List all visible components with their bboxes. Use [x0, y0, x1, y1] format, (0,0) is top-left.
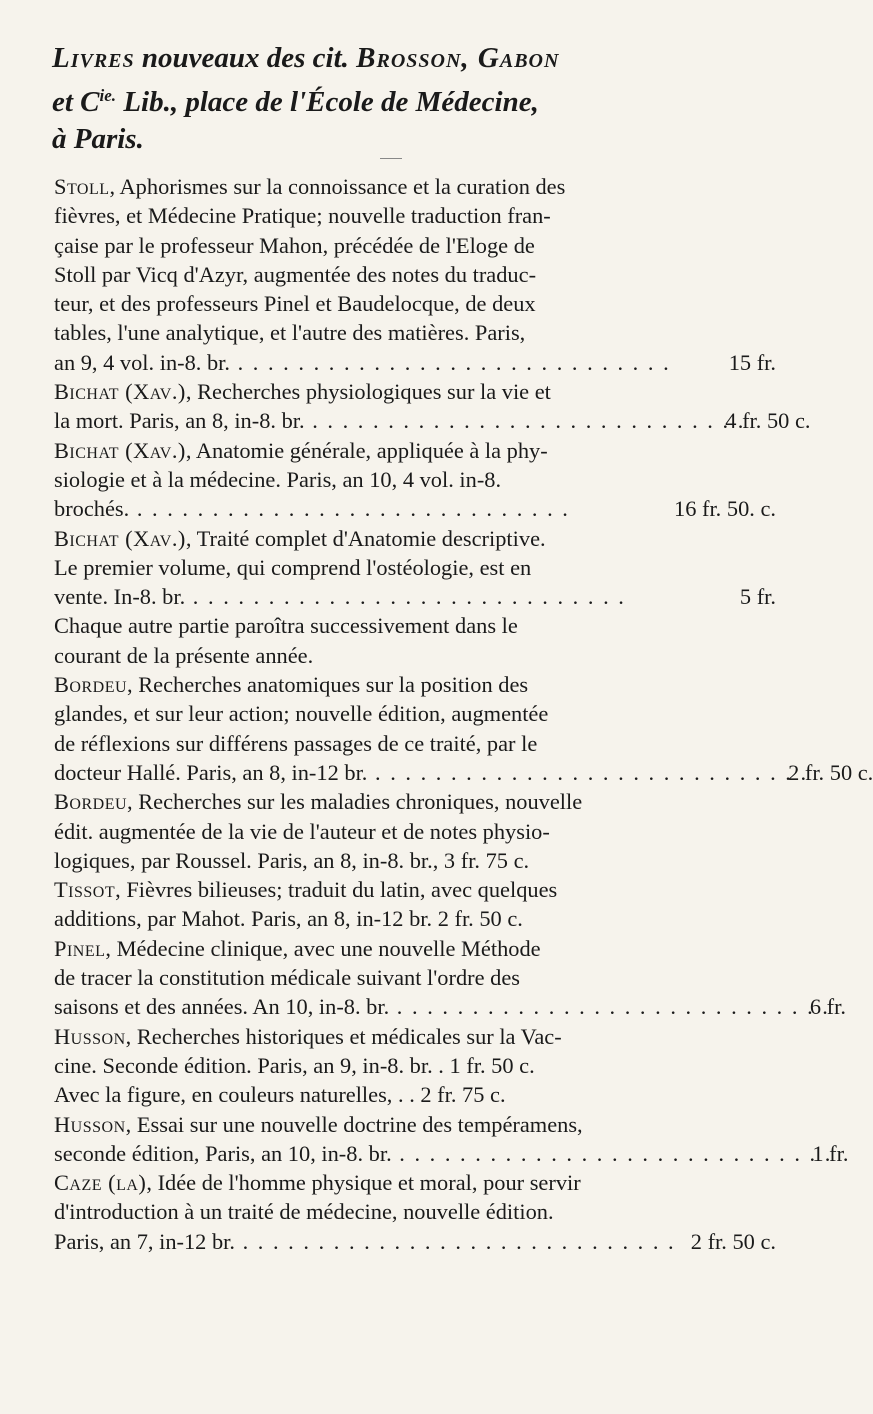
- divider-rule: [380, 158, 402, 159]
- entry-author: Stoll: [54, 174, 110, 199]
- entry-line: [54, 553, 776, 582]
- entry-price: 6 fr.: [809, 994, 846, 1020]
- entry-author: Caze (la): [54, 1170, 147, 1196]
- entry-text: , Recherches anatomiques sur la position des: [127, 672, 529, 698]
- entry-line: [54, 699, 776, 728]
- entry-price: 2 fr. 50 c.: [690, 1228, 776, 1254]
- entry-text: siologie et à la médecine. Paris, an 10, 4 vol. in-8.: [54, 466, 502, 492]
- entry-line: [54, 318, 776, 347]
- entry-author: Bichat (Xav.): [54, 379, 186, 405]
- entry-price-line: [54, 992, 846, 1021]
- entry-text: édit. augmentée de la vie de l'auteur et de notes physio-: [54, 818, 550, 844]
- entry-text: , Recherches physiologiques sur la vie et: [185, 379, 551, 405]
- entry-text: cine. Seconde édition. Paris, an 9, in-8. br. . 1 fr. 50 c.: [54, 1052, 535, 1078]
- entry-text: çaise par le professeur Mahon, précédée de l'Eloge de: [54, 232, 535, 258]
- header-text: nouveaux des cit.: [134, 42, 357, 74]
- entry-text: , Fièvres bilieuses; traduit du latin, avec quelques: [115, 877, 558, 903]
- entry-price: 5 fr.: [739, 584, 776, 610]
- book-entry: [54, 787, 776, 875]
- entry-price: 2 fr. 50 c.: [788, 759, 873, 785]
- entry-price: 4 fr. 50 c.: [725, 408, 811, 434]
- entry-line: [54, 377, 776, 406]
- book-entry: [54, 670, 873, 787]
- entry-price: 15 fr.: [728, 349, 776, 375]
- entry-price-line: [54, 1139, 849, 1168]
- entry-text: , Essai sur une nouvelle doctrine des tempéramens,: [125, 1111, 583, 1137]
- entry-line: [54, 201, 776, 230]
- entry-line: [54, 1197, 776, 1226]
- entry-line: [54, 1051, 776, 1080]
- header-address: Lib., place de l'École de Médecine,: [116, 86, 539, 118]
- entry-text: glandes, et sur leur action; nouvelle édition, augmentée: [54, 701, 549, 727]
- entry-last-text: an 9, 4 vol. in-8. br. . . .: [80, 348, 749, 377]
- entry-last-text: brochés. . . .: [80, 494, 694, 523]
- book-entry: [54, 436, 776, 524]
- entry-author: Bordeu: [54, 789, 128, 815]
- book-entry: [54, 875, 776, 934]
- entry-text: de tracer la constitution médicale suivant l'ordre des: [54, 965, 520, 991]
- entry-last-text: la mort. Paris, an 8, in-8. br. . . .: [80, 406, 745, 435]
- entry-text: , Recherches historiques et médicales sur la Vac-: [125, 1023, 562, 1049]
- entry-author: Bichat (Xav.): [54, 525, 186, 551]
- book-entry: [54, 1022, 776, 1110]
- book-entry: [54, 377, 811, 436]
- header-line-3: à Paris.: [52, 123, 144, 155]
- entry-price: 1 fr.: [812, 1140, 849, 1166]
- header-sup: ie.: [99, 86, 117, 105]
- entry-price-line: [54, 1227, 776, 1256]
- entry-price-line: [54, 406, 811, 435]
- entry-line: [54, 260, 776, 289]
- entry-price-line: [54, 494, 776, 523]
- entry-last-text: vente. In-8. br. . . .: [80, 582, 760, 611]
- entry-line: [54, 1110, 776, 1139]
- entry-author: Bichat (Xav.): [54, 437, 186, 463]
- entry-text: , Traité complet d'Anatomie descriptive.: [185, 525, 546, 551]
- entry-author: Husson: [54, 1111, 126, 1137]
- entry-author: Tissot: [54, 877, 116, 903]
- book-entry: [54, 1168, 776, 1256]
- book-entry: [54, 524, 776, 670]
- entry-text: Le premier volume, qui comprend l'ostéologie, est en: [54, 554, 532, 580]
- entry-text: logiques, par Roussel. Paris, an 8, in-8. br., 3 fr. 75 c.: [54, 847, 530, 873]
- book-entry: [54, 172, 776, 377]
- entry-line: [54, 1022, 776, 1051]
- entry-line: [54, 465, 776, 494]
- entry-author: Husson: [54, 1023, 126, 1049]
- entry-text: fièvres, et Médecine Pratique; nouvelle traduction fran-: [54, 203, 551, 229]
- entry-text: , Médecine clinique, avec une nouvelle Méthode: [105, 935, 541, 961]
- entry-line: [54, 817, 776, 846]
- entry-author: Pinel: [54, 935, 106, 961]
- entry-line: [54, 524, 776, 553]
- entry-text: , Recherches sur les maladies chroniques, nouvelle: [127, 789, 583, 815]
- entry-line: [54, 172, 776, 201]
- header-line-2: [52, 77, 772, 121]
- entry-line: [54, 904, 776, 933]
- entry-price: 16 fr. 50. c.: [674, 496, 776, 522]
- entry-text: , Idée de l'homme physique et moral, pour servir: [146, 1170, 581, 1196]
- entry-line: [54, 934, 776, 963]
- entry-line: [54, 436, 776, 465]
- entry-line: [54, 289, 776, 318]
- entry-author: Bordeu: [54, 672, 128, 698]
- catalogue-header: [52, 40, 772, 158]
- entry-last-text: saisons et des années. An 10, in-8. br. . . .: [80, 992, 830, 1021]
- entry-line: [54, 1168, 776, 1197]
- entry-line: [54, 846, 776, 875]
- entry-last-text: Paris, an 7, in-12 br. . . .: [80, 1227, 711, 1256]
- entry-text: teur, et des professeurs Pinel et Baudelocque, de deux: [54, 291, 536, 317]
- entry-price-line: [54, 582, 776, 611]
- entry-text: Stoll par Vicq d'Azyr, augmentée des notes du traduc-: [54, 261, 537, 287]
- entry-price-line: [54, 348, 776, 377]
- entry-line: [54, 729, 776, 758]
- header-line-1: [52, 40, 772, 77]
- header-et: et C: [52, 86, 100, 118]
- entry-last-text: docteur Hallé. Paris, an 8, in-12 br. . . .: [80, 758, 808, 787]
- entry-text: , Anatomie générale, appliquée à la phy-: [185, 437, 548, 463]
- entry-text: Avec la figure, en couleurs naturelles, . . 2 fr. 75 c.: [54, 1082, 506, 1108]
- entry-line: [54, 670, 776, 699]
- entry-text: de réflexions sur différens passages de ce traité, par le: [54, 730, 538, 756]
- entry-text: additions, par Mahot. Paris, an 8, in-12 br. 2 fr. 50 c.: [54, 906, 523, 932]
- header-publishers: Brosson, Gabon: [356, 42, 560, 74]
- book-list: [54, 172, 873, 1256]
- book-entry: [54, 934, 846, 1022]
- entry-line: [54, 1080, 776, 1109]
- entry-line: [54, 875, 776, 904]
- entry-note: Chaque autre partie paroîtra successivement dans le: [54, 613, 518, 639]
- entry-last-text: seconde édition, Paris, an 10, in-8. br. . . .: [80, 1139, 832, 1168]
- entry-note: courant de la présente année.: [54, 642, 314, 668]
- entry-line: [54, 231, 776, 260]
- entry-line: [54, 963, 776, 992]
- entry-text: tables, l'une analytique, et l'autre des matières. Paris,: [54, 320, 526, 346]
- book-entry: [54, 1110, 849, 1169]
- entry-price-line: [54, 758, 873, 787]
- entry-text: , Aphorismes sur la connoissance et la curation des: [109, 174, 566, 199]
- header-livres: Livres: [52, 42, 135, 74]
- entry-line: [54, 787, 776, 816]
- entry-text: d'introduction à un traité de médecine, nouvelle édition.: [54, 1199, 554, 1225]
